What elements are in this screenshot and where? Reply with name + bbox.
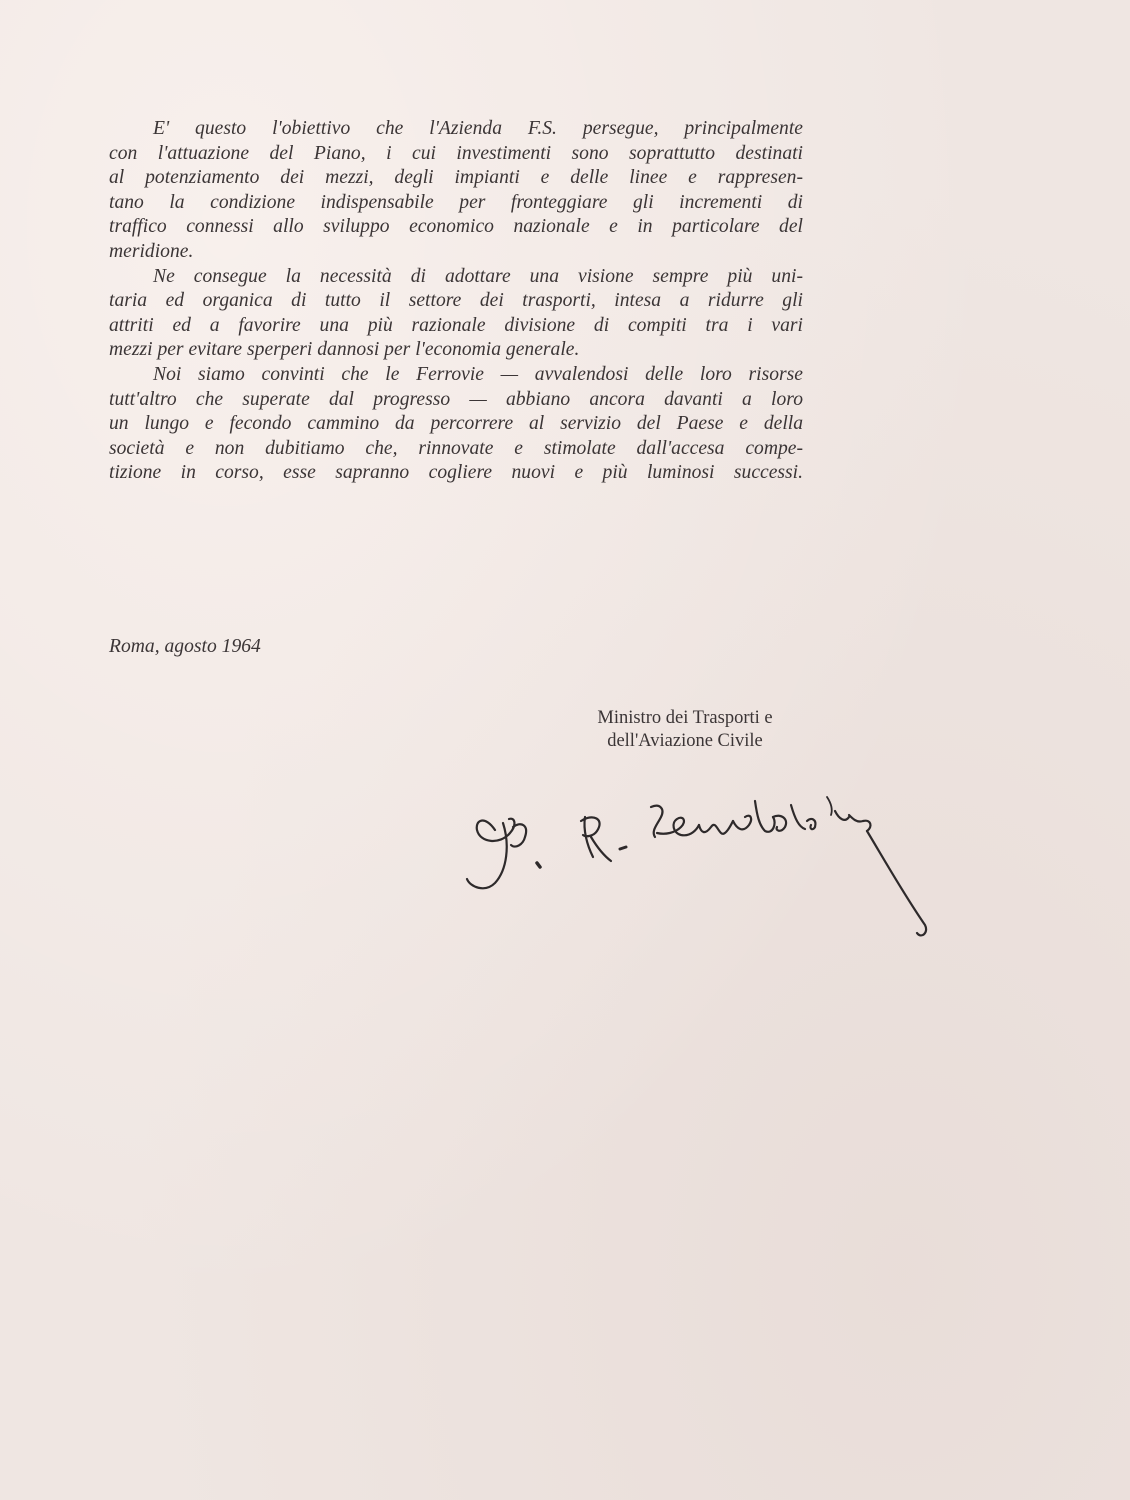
dateline: Roma, agosto 1964 [109,636,261,657]
text-line: al potenziamento dei mezzi, degli impianti e delle linee e rappresen- [109,167,803,189]
text-line: con l'attuazione del Piano, i cui investimenti sono soprattutto destinati [109,142,803,164]
signature-icon [455,775,935,945]
text-line: tizione in corso, esse sapranno cogliere nuovi e più luminosi successi. [109,462,803,484]
text-line: tano la condizione indispensabile per fronteggiare gli incrementi di [109,191,803,213]
text-line: E' questo l'obiettivo che l'Azienda F.S. persegue, principalmente [153,118,803,139]
text-line: società e non dubitiamo che, rinnovate e stimolate dall'accesa compe- [109,437,803,459]
text-line: taria ed organica di tutto il settore dei trasporti, intesa a ridurre gli [109,290,803,312]
handwritten-signature [455,775,935,945]
text-line: Ne consegue la necessità di adottare una visione sempre più uni- [153,265,803,287]
signatory-title-line2: dell'Aviazione Civile [607,731,763,751]
text-line: un lungo e fecondo cammino da percorrere al servizio del Paese e della [109,413,803,435]
signatory-title [560,707,810,753]
text-line: traffico connessi allo sviluppo economico nazionale e in particolare del [109,216,803,238]
letter-body [109,117,803,486]
text-line: mezzi per evitare sperperi dannosi per l'economia generale. [109,339,580,361]
text-line: attriti ed a favorire una più razionale divisione di compiti tra i vari [109,314,803,336]
text-line: tutt'altro che superate dal progresso — abbiano ancora davanti a loro [109,388,803,410]
text-line: Noi siamo convinti che le Ferrovie — avvalendosi delle loro risorse [153,363,803,385]
text-line: meridione. [109,240,194,262]
signatory-title-line1: Ministro dei Trasporti e [597,708,773,728]
